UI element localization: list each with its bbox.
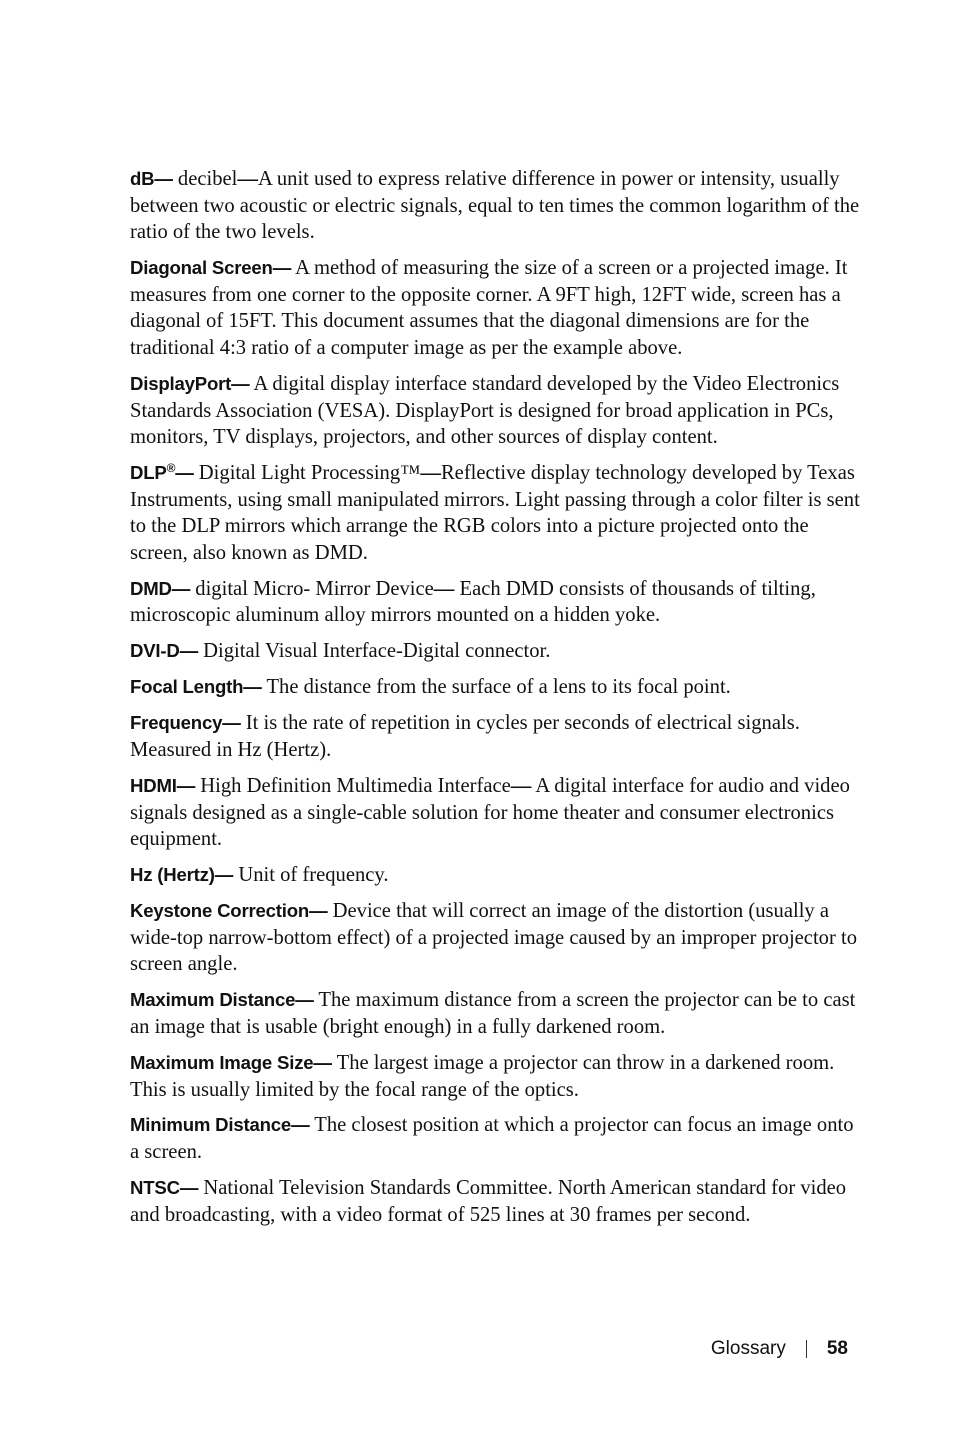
glossary-entry (130, 862, 866, 889)
glossary-definition: High Definition Multimedia Interface— A digital interface for audio and video signals designed as a single-cable solution for home theater and consumer electronics equipment. (130, 775, 850, 851)
glossary-definition: A digital display interface standard developed by the Video Electronics Standards Association (VESA). DisplayPort is designed for broad application in PCs, monitors, TV displays, projectors, and other sources of display content. (130, 372, 840, 449)
glossary-definition: It is the rate of repetition in cycles per seconds of electrical signals. Measured in Hz (Hertz). (130, 712, 800, 762)
em-dash: — (237, 168, 258, 190)
glossary-definition: The distance from the surface of a lens to its focal point. (261, 676, 731, 699)
glossary-entry (130, 1112, 866, 1165)
glossary-definition: Digital Visual Interface-Digital connector. (198, 640, 551, 663)
glossary-entry (130, 460, 866, 566)
glossary-term: DVI-D— (130, 640, 199, 662)
glossary-definition: The maximum distance from a screen the projector can be to cast an image that is usable (bright enough) in a fully darkened room. (130, 989, 856, 1038)
glossary-term: Focal Length— (130, 676, 262, 698)
page-number: 58 (826, 1338, 848, 1359)
glossary-term: Maximum Distance— (130, 989, 314, 1011)
glossary-term: NTSC— (130, 1177, 199, 1199)
glossary-definition: decibel—A unit used to express relative difference in power or intensity, usually between two acoustic or electric signals, equal to ten times the common logarithm of the ratio of the two levels. (130, 168, 860, 244)
glossary-term: DMD— (130, 577, 191, 599)
em-dash: — (510, 775, 532, 797)
em-dash: — (420, 462, 441, 485)
glossary-entry (130, 166, 866, 246)
glossary-entry (130, 674, 866, 701)
em-dash: — (433, 577, 455, 600)
glossary-entry (130, 576, 866, 629)
glossary-entry (130, 638, 866, 665)
glossary-term: Minimum Distance— (130, 1114, 310, 1136)
footer-divider (806, 1340, 807, 1358)
glossary-term: Maximum Image Size— (130, 1051, 332, 1073)
glossary-definition: The closest position at which a projector can focus an image onto a screen. (130, 1114, 854, 1164)
glossary-term: HDMI— (130, 775, 196, 796)
glossary-definition: National Television Standards Committee. North American standard for video and broadcasting, with a video format of 525 lines at 30 frames per second. (130, 1177, 847, 1226)
page-footer (711, 1338, 848, 1360)
glossary-entry (130, 1175, 866, 1228)
glossary-entry (130, 371, 866, 451)
glossary-entry (130, 898, 866, 978)
glossary-definition: Device that will correct an image of the distortion (usually a wide-top narrow-bottom effect) of a projected image caused by an improper projector to screen angle. (130, 900, 857, 976)
glossary-definition: digital Micro- Mirror Device— Each DMD consists of thousands of tilting, microscopic aluminum alloy mirrors mounted on a hidden yoke. (130, 577, 816, 627)
glossary-definition: Unit of frequency. (233, 864, 389, 887)
glossary-entry (130, 1050, 866, 1103)
glossary-term: Hz (Hertz)— (130, 864, 234, 886)
glossary-body (130, 166, 866, 1238)
glossary-definition: Digital Light Processing™—Reflective display technology developed by Texas Instruments, using small manipulated mirrors. Light passing through a color filter is sent to the DLP mirrors which arrange the RGB colors into a picture projected onto the screen, also known as DMD. (130, 462, 860, 564)
glossary-term: dB— (130, 168, 173, 189)
glossary-term: DisplayPort— (130, 372, 250, 394)
glossary-definition: A method of measuring the size of a screen or a projected image. It measures from one corner to the opposite corner. A 9FT high, 12FT wide, screen has a diagonal of 15FT. This document assumes that the diagonal dimensions are for the traditional 4:3 ratio of a computer image as per the example above. (130, 257, 848, 359)
registered-mark: ® (166, 460, 176, 475)
glossary-term: Frequency— (130, 712, 241, 734)
glossary-entry (130, 987, 866, 1040)
footer-section-label: Glossary (710, 1338, 786, 1359)
glossary-term: Keystone Correction— (130, 900, 328, 922)
glossary-entry (130, 773, 866, 853)
glossary-term: Diagonal Screen— (130, 257, 292, 279)
glossary-entry (130, 710, 866, 763)
glossary-term: DLP®— (130, 460, 194, 484)
glossary-definition: The largest image a projector can throw in a darkened room. This is usually limited by the focal range of the optics. (130, 1051, 835, 1101)
glossary-entry (130, 255, 866, 361)
